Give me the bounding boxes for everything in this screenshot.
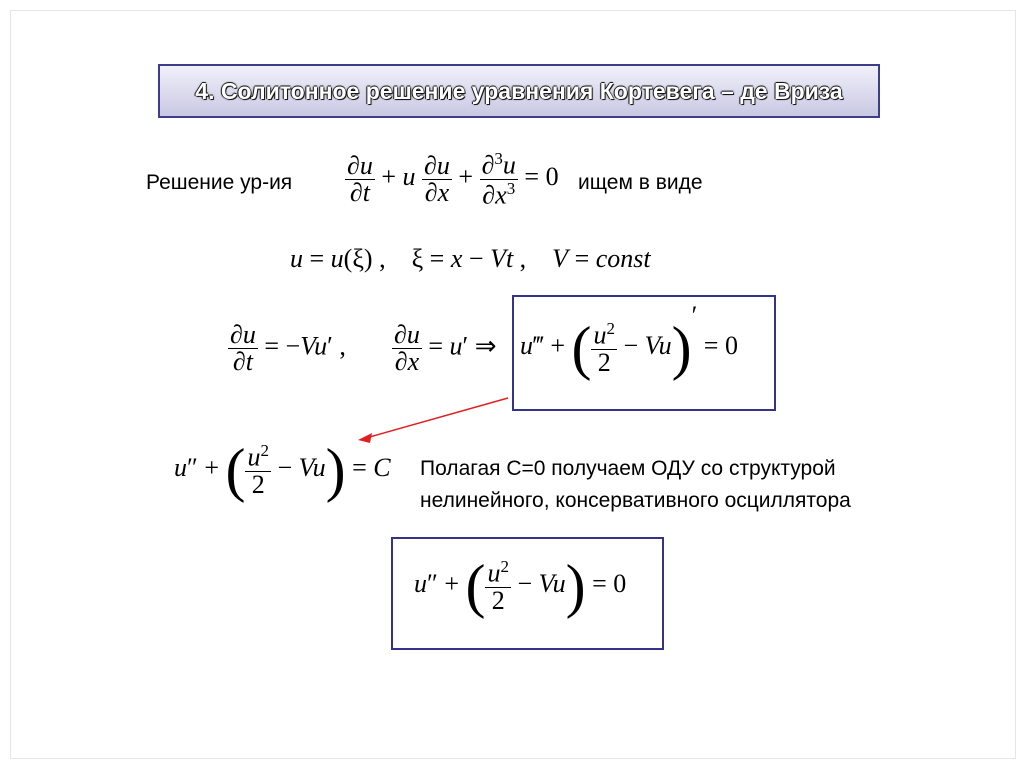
- derivative-t: $\frac{\partial u}{\partial t}$ = −Vu′ ,: [230, 320, 346, 376]
- derivative-x: $\frac{\partial u}{\partial x}$ = u′ ⇒: [394, 320, 497, 376]
- note-line-2: нелинейного, консервативного осциллятора: [420, 489, 851, 512]
- note-line-1: Полагая C=0 получаем ОДУ со структурой: [420, 457, 836, 480]
- kdv-equation: $\frac{\partial u}{\partial t}$ + u $\frac{\partial u}{\partial x}$ + $\frac{\partial^3u}{\partial x^3}$ = 0: [347, 149, 559, 210]
- third-order-equation: u‴ + ( $\frac{u^2}{2}$ − Vu)′ = 0: [520, 300, 738, 381]
- intro-tail: ищем в виде: [578, 171, 703, 194]
- second-order-equation-c: u″ + ( $\frac{u^2}{2}$ − Vu) = C: [174, 437, 391, 503]
- intro-label: Решение ур-ия: [146, 171, 293, 194]
- final-equation: u″ + ( $\frac{u^2}{2}$ − Vu) = 0: [414, 553, 627, 619]
- substitution-equation: u = u(ξ) , ξ = x − Vt , V = const: [290, 244, 651, 273]
- slide-title: 4. Солитонное решение уравнения Кортевега – де Вриза: [195, 77, 843, 104]
